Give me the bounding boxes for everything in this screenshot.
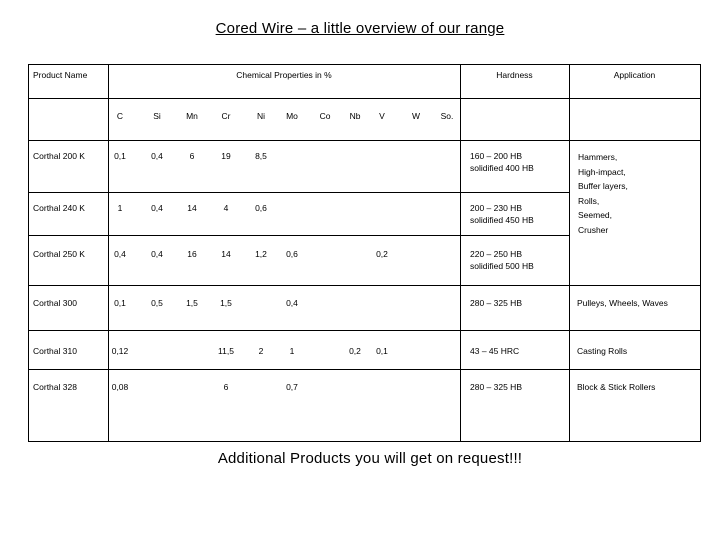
value-ni: 8,5: [255, 151, 267, 161]
value-mn: 16: [187, 249, 197, 259]
value-c: 0,4: [114, 249, 126, 259]
element-header-c: C: [116, 111, 124, 121]
hardness-value: 220 – 250 HB: [470, 249, 522, 259]
value-cr: 4: [223, 203, 229, 213]
value-ni: 1,2: [255, 249, 267, 259]
element-header-nb: Nb: [349, 111, 361, 121]
element-header-mo: Mo: [286, 111, 298, 121]
product-name: Corthal 300: [33, 298, 77, 308]
hardness-value: 200 – 230 HB: [470, 203, 522, 213]
value-mo: 0,6: [286, 249, 298, 259]
value-c: 0,08: [111, 382, 129, 392]
element-header-so: So.: [440, 111, 454, 121]
page-title: Cored Wire – a little overview of our range: [215, 20, 505, 37]
product-name: Corthal 328: [33, 382, 77, 392]
element-header-co: Co: [319, 111, 331, 121]
element-header-ni: Ni: [256, 111, 266, 121]
value-mo: 1: [289, 346, 295, 356]
hardness-value: 280 – 325 HB: [470, 298, 522, 308]
value-cr: 19: [221, 151, 231, 161]
value-c: 1: [117, 203, 123, 213]
application-group-line: Hammers,: [578, 152, 618, 162]
element-header-cr: Cr: [221, 111, 231, 121]
hardness-value: 160 – 200 HB: [470, 151, 522, 161]
element-header-mn: Mn: [186, 111, 198, 121]
value-c: 0,12: [111, 346, 129, 356]
value-mn: 14: [187, 203, 197, 213]
hardness-value: solidified 500 HB: [470, 261, 534, 271]
value-mn: 1,5: [186, 298, 198, 308]
value-nb: 0,2: [349, 346, 361, 356]
application-group-line: Buffer layers,: [578, 181, 628, 191]
value-cr: 11,5: [218, 346, 234, 356]
value-ni: 0,6: [255, 203, 267, 213]
hardness-value: solidified 450 HB: [470, 215, 534, 225]
value-mo: 0,4: [286, 298, 298, 308]
header-application: Application: [613, 70, 656, 80]
value-ni: 2: [258, 346, 264, 356]
hardness-value: 43 – 45 HRC: [470, 346, 520, 356]
header-product-name: Product Name: [33, 70, 88, 80]
value-si: 0,5: [151, 298, 163, 308]
value-c: 0,1: [114, 298, 126, 308]
application-value: Casting Rolls: [577, 346, 628, 356]
hardness-value: solidified 400 HB: [470, 163, 534, 173]
value-cr: 14: [221, 249, 231, 259]
application-group-line: High-impact,: [578, 166, 626, 177]
application-value: Pulleys, Wheels, Waves: [577, 298, 668, 308]
value-mo: 0,7: [286, 382, 298, 392]
value-cr: 6: [223, 382, 229, 392]
footer-note: Additional Products you will get on request!!!: [217, 450, 523, 467]
element-header-v: V: [379, 111, 385, 121]
value-v: 0,2: [376, 249, 388, 259]
value-cr: 1,5: [220, 298, 232, 308]
value-si: 0,4: [151, 249, 163, 259]
value-c: 0,1: [114, 151, 126, 161]
application-group-line: Crusher: [578, 224, 609, 235]
application-value: Block & Stick Rollers: [577, 382, 656, 392]
application-group-line: Seemed,: [578, 210, 613, 220]
product-name: Corthal 250 K: [33, 249, 85, 259]
product-name: Corthal 200 K: [33, 151, 85, 161]
value-mn: 6: [189, 151, 195, 161]
element-header-w: W: [411, 111, 421, 121]
value-v: 0,1: [376, 346, 388, 356]
product-name: Corthal 240 K: [33, 203, 85, 213]
header-chemical-properties: Chemical Properties in %: [236, 70, 332, 80]
application-group-line: Rolls,: [578, 195, 600, 206]
value-si: 0,4: [151, 203, 163, 213]
product-name: Corthal 310: [33, 346, 77, 356]
header-hardness: Hardness: [496, 70, 533, 80]
hardness-value: 280 – 325 HB: [470, 382, 522, 392]
element-header-si: Si: [153, 111, 161, 121]
value-si: 0,4: [151, 151, 163, 161]
